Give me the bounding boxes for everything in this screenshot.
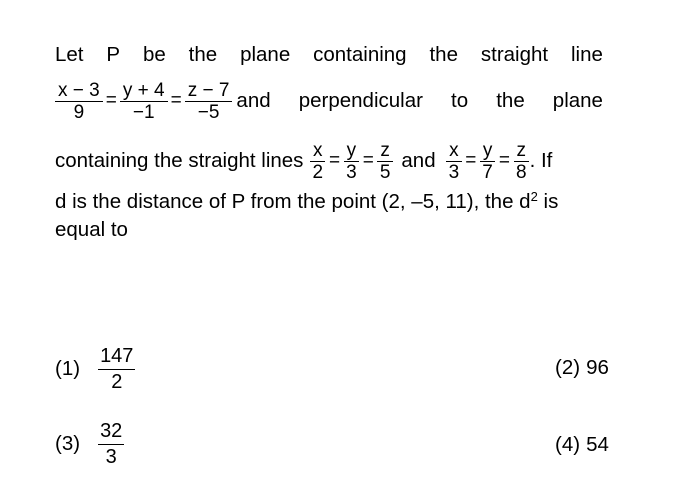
word: P [106, 43, 121, 66]
question-text [55, 38, 603, 244]
word: plane [240, 43, 291, 66]
fraction [55, 80, 103, 123]
option-2[interactable] [555, 356, 609, 380]
denominator: 2 [312, 161, 324, 183]
text-main: d is the distance of P from the point (2, –5, 11), the d [55, 190, 531, 213]
option-label: (4) [555, 433, 581, 456]
superscript: 2 [530, 189, 538, 204]
numerator: x [446, 140, 462, 162]
fraction [309, 140, 326, 183]
denominator: 3 [105, 446, 117, 468]
denominator: 7 [482, 161, 493, 183]
equals-sign: = [362, 150, 374, 171]
numerator: y + 4 [120, 80, 168, 102]
option-3[interactable] [55, 419, 124, 469]
option-fraction [98, 344, 135, 394]
text: and [401, 149, 436, 172]
numerator: z − 7 [185, 80, 233, 102]
option-1[interactable] [55, 344, 135, 394]
option-label: (3) [55, 432, 81, 455]
denominator: 2 [111, 371, 123, 393]
fraction [479, 140, 496, 183]
denominator: 5 [379, 161, 391, 183]
word: the [429, 43, 458, 66]
numerator: y [480, 140, 496, 162]
word: line [571, 43, 603, 66]
question-line-2 [55, 72, 603, 130]
denominator: −5 [197, 101, 220, 123]
word: to [451, 89, 469, 112]
denominator: 8 [515, 161, 527, 183]
numerator: 32 [98, 419, 124, 445]
question-line-3 [55, 132, 603, 190]
fraction [446, 140, 463, 183]
question-line-4 [55, 188, 603, 216]
numerator: y [344, 140, 360, 162]
equals-sign: = [498, 150, 510, 171]
question-line-1 [55, 38, 603, 72]
equals-sign: = [465, 150, 477, 171]
word: the [188, 43, 218, 66]
word: and [236, 89, 271, 112]
numerator: z [377, 140, 393, 162]
denominator: −1 [132, 101, 155, 123]
question-line-5 [55, 216, 603, 244]
word: the [496, 89, 525, 112]
text: containing the straight lines [55, 149, 304, 172]
word: containing [313, 43, 407, 66]
word: perpendicular [298, 89, 423, 112]
equals-sign: = [329, 150, 341, 171]
fraction [185, 80, 233, 123]
word: be [142, 43, 166, 66]
option-label: (2) [555, 356, 581, 379]
option-value: 96 [586, 356, 609, 379]
option-4[interactable] [555, 433, 609, 457]
line-2-words [236, 87, 603, 115]
fraction [513, 140, 530, 183]
option-fraction [98, 419, 124, 469]
text: equal to [55, 218, 128, 241]
equals-sign: = [170, 90, 182, 111]
denominator: 3 [448, 161, 460, 183]
text: . If [529, 149, 553, 172]
numerator: z [514, 140, 530, 162]
numerator: x − 3 [55, 80, 103, 102]
fraction [343, 140, 360, 183]
word: straight [480, 43, 549, 66]
numerator: 147 [98, 344, 135, 370]
denominator: 9 [73, 101, 85, 123]
fraction [377, 140, 394, 183]
word: Let [55, 43, 84, 66]
fraction [120, 80, 168, 123]
equals-sign: = [105, 90, 117, 111]
denominator: 3 [346, 161, 357, 183]
numerator: x [310, 140, 326, 162]
option-label: (1) [55, 357, 81, 380]
word: plane [552, 89, 603, 112]
text [55, 188, 558, 216]
option-value: 54 [586, 433, 609, 456]
text-end: is [537, 190, 559, 213]
